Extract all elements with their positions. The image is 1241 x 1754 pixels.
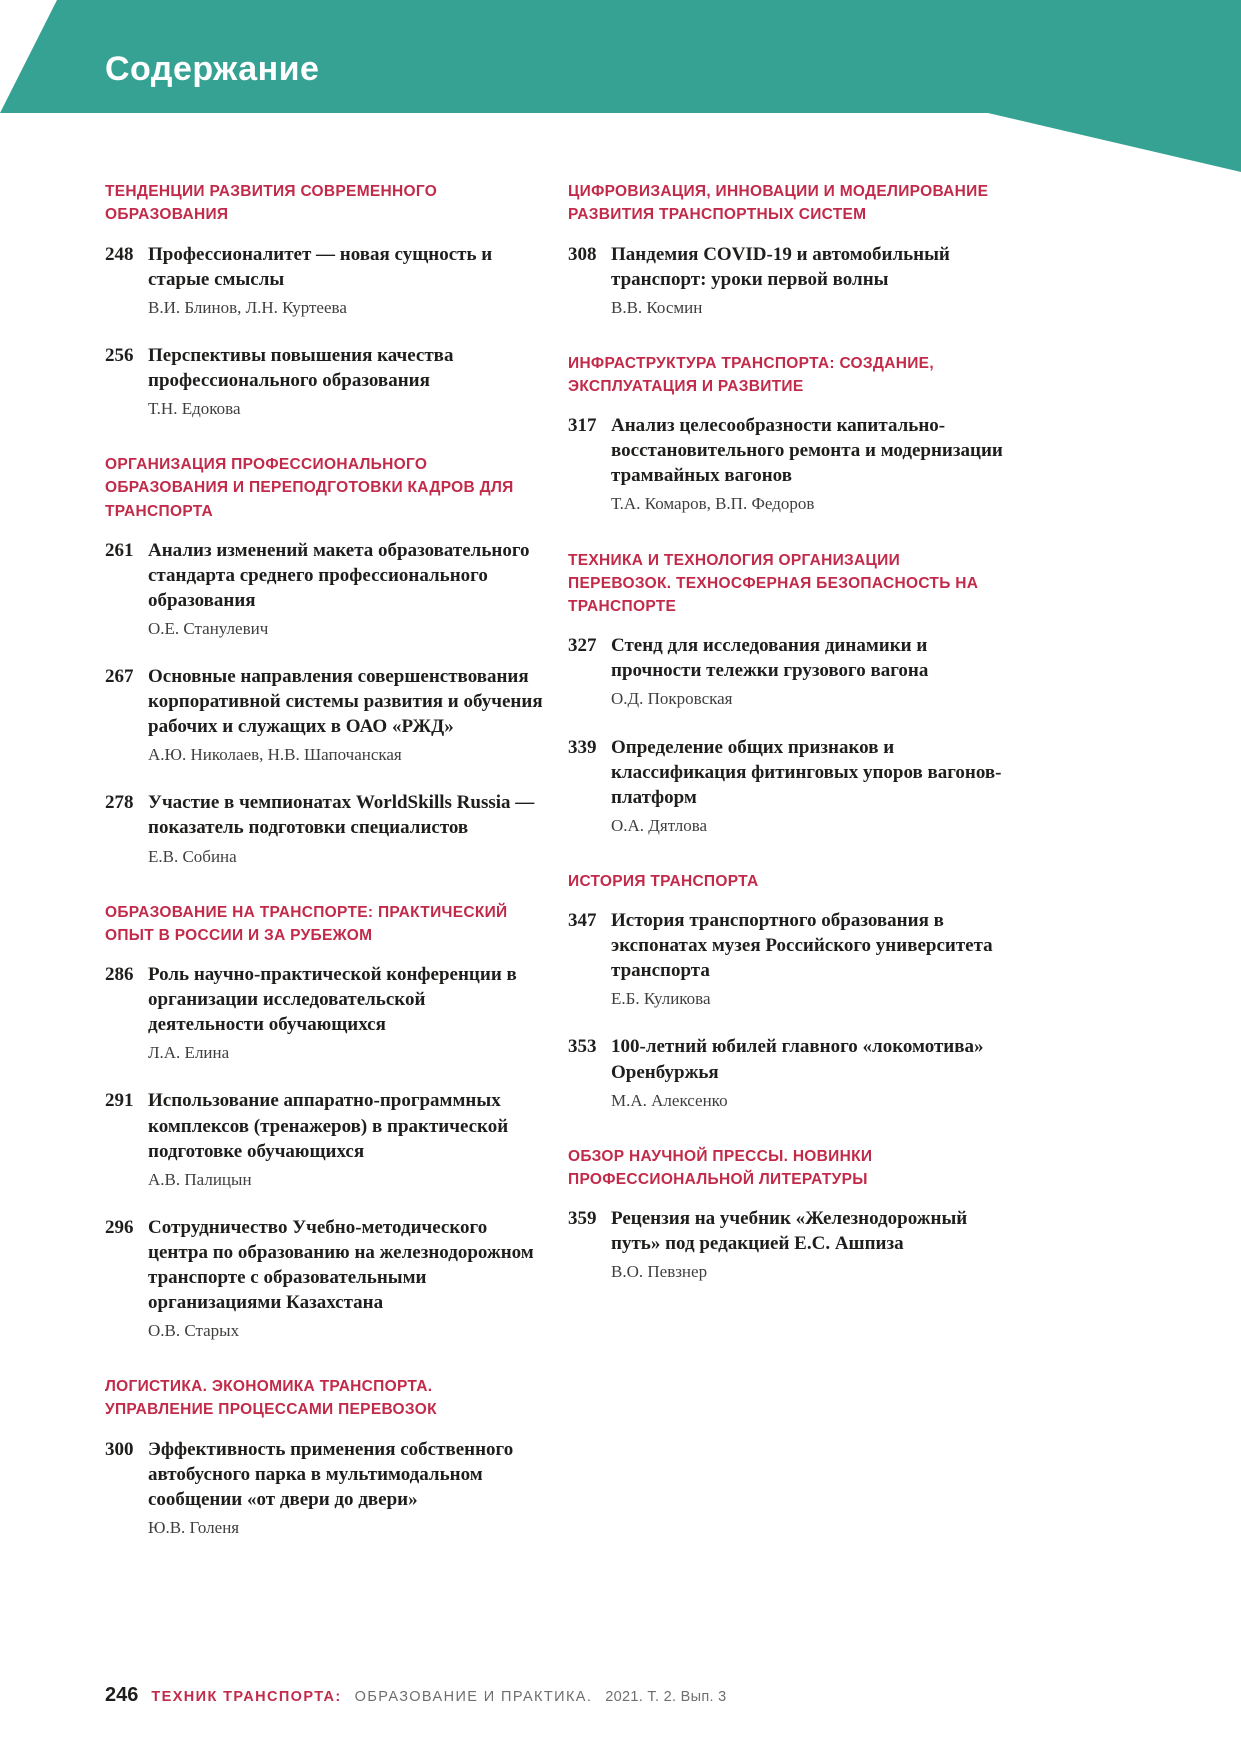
toc-section bbox=[568, 352, 1006, 516]
section-heading: ИСТОРИЯ ТРАНСПОРТА bbox=[568, 872, 759, 890]
toc-entry bbox=[105, 1437, 543, 1539]
toc-entry bbox=[105, 343, 543, 420]
toc-column-right bbox=[568, 180, 1006, 1572]
entry-body bbox=[148, 962, 543, 1064]
entry-body bbox=[148, 1215, 543, 1342]
entry-authors: В.И. Блинов, Л.Н. Куртеева bbox=[148, 297, 347, 317]
toc-section bbox=[105, 453, 543, 868]
toc-section bbox=[568, 549, 1006, 837]
toc-entry bbox=[568, 413, 1006, 515]
section-heading: ОБРАЗОВАНИЕ НА ТРАНСПОРТЕ: ПРАКТИЧЕСКИЙ ОПЫТ В РОССИИ И ЗА РУБЕЖОМ bbox=[105, 903, 508, 944]
entry-authors: О.В. Старых bbox=[148, 1321, 240, 1341]
section-heading: ОБЗОР НАУЧНОЙ ПРЕССЫ. НОВИНКИ ПРОФЕССИОНАЛЬНОЙ ЛИТЕРАТУРЫ bbox=[568, 1147, 873, 1188]
entry-authors: В.О. Певзнер bbox=[611, 1262, 708, 1282]
entry-body bbox=[148, 242, 543, 319]
toc-section bbox=[105, 180, 543, 420]
entry-body bbox=[611, 735, 1006, 837]
entry-body bbox=[611, 1206, 1006, 1283]
entry-body bbox=[148, 538, 543, 640]
entry-authors: О.А. Дятлова bbox=[611, 815, 708, 835]
entry-authors: Ю.В. Голеня bbox=[148, 1517, 240, 1537]
entry-body bbox=[611, 242, 1006, 319]
footer-issue-info: 2021. Т. 2. Вып. 3 bbox=[605, 1689, 727, 1705]
entry-body bbox=[611, 908, 1006, 1010]
toc-entry bbox=[105, 1088, 543, 1190]
toc-section bbox=[105, 901, 543, 1343]
entry-title: Основные направления совершенствования корпоративной системы развития и обучения рабочих и служащих в ОАО «РЖД» bbox=[148, 666, 543, 738]
toc-section bbox=[105, 1375, 543, 1539]
entry-page-number: 300 bbox=[105, 1438, 134, 1460]
entry-page-number: 317 bbox=[568, 415, 597, 437]
toc-entry bbox=[568, 633, 1006, 710]
section-heading: ОРГАНИЗАЦИЯ ПРОФЕССИОНАЛЬНОГО ОБРАЗОВАНИЯ И ПЕРЕПОДГОТОВКИ КАДРОВ ДЛЯ ТРАНСПОРТА bbox=[105, 456, 514, 520]
entry-authors: М.А. Алексенко bbox=[611, 1090, 728, 1110]
toc-entry bbox=[568, 1034, 1006, 1111]
entry-page-number: 286 bbox=[105, 964, 134, 986]
entry-title: Участие в чемпионатах WorldSkills Russia — показатель подготовки специалистов bbox=[148, 792, 535, 839]
entry-page-number: 261 bbox=[105, 539, 134, 561]
toc-entry bbox=[568, 1206, 1006, 1283]
entry-body bbox=[148, 343, 543, 420]
entry-title: Рецензия на учебник «Железнодорожный путь» под редакцией Е.С. Ашпиза bbox=[611, 1208, 968, 1255]
section-heading: ЛОГИСТИКА. ЭКОНОМИКА ТРАНСПОРТА. УПРАВЛЕНИЕ ПРОЦЕССАМИ ПЕРЕВОЗОК bbox=[105, 1378, 437, 1419]
entry-page-number: 267 bbox=[105, 666, 134, 688]
entry-title: Определение общих признаков и классификация фитинговых упоров вагонов-платформ bbox=[611, 736, 1002, 808]
entry-authors: Т.А. Комаров, В.П. Федоров bbox=[611, 494, 815, 514]
toc-section bbox=[568, 180, 1006, 319]
entry-body bbox=[148, 1088, 543, 1190]
entry-body bbox=[148, 1437, 543, 1539]
toc-entry bbox=[568, 735, 1006, 837]
entry-body bbox=[611, 413, 1006, 515]
entry-title: Сотрудничество Учебно-методического центра по образованию на железнодорожном транспорте с образовательными организациями Казахстана bbox=[148, 1216, 534, 1314]
entry-title: Пандемия COVID-19 и автомобильный транспорт: уроки первой волны bbox=[611, 243, 950, 290]
entry-authors: Т.Н. Едокова bbox=[148, 398, 241, 418]
section-heading: ЦИФРОВИЗАЦИЯ, ИННОВАЦИИ И МОДЕЛИРОВАНИЕ РАЗВИТИЯ ТРАНСПОРТНЫХ СИСТЕМ bbox=[568, 183, 989, 224]
entry-title: Стенд для исследования динамики и прочности тележки грузового вагона bbox=[611, 635, 929, 682]
entry-title: Профессионалитет — новая сущность и старые смыслы bbox=[148, 243, 493, 290]
entry-authors: А.В. Палицын bbox=[148, 1169, 252, 1189]
section-heading: ИНФРАСТРУКТУРА ТРАНСПОРТА: СОЗДАНИЕ, ЭКСПЛУАТАЦИЯ И РАЗВИТИЕ bbox=[568, 354, 934, 395]
entry-authors: А.Ю. Николаев, Н.В. Шапочанская bbox=[148, 745, 402, 765]
footer-journal-name: ТЕХНИК ТРАНСПОРТА: bbox=[151, 1689, 342, 1705]
entry-page-number: 327 bbox=[568, 635, 597, 657]
toc-section bbox=[568, 870, 1006, 1112]
toc-entry bbox=[105, 664, 543, 766]
toc-entry bbox=[105, 242, 543, 319]
entry-page-number: 353 bbox=[568, 1036, 597, 1058]
footer-journal-subtitle: ОБРАЗОВАНИЕ И ПРАКТИКА. bbox=[354, 1689, 593, 1705]
page-title: Содержание bbox=[105, 50, 320, 88]
section-heading: ТЕХНИКА И ТЕХНОЛОГИЯ ОРГАНИЗАЦИИ ПЕРЕВОЗОК. ТЕХНОСФЕРНАЯ БЕЗОПАСНОСТЬ НА ТРАНСПОРТЕ bbox=[568, 551, 979, 616]
entry-page-number: 291 bbox=[105, 1090, 134, 1112]
entry-title: Перспективы повышения качества профессионального образования bbox=[148, 344, 454, 391]
toc-entry bbox=[105, 1215, 543, 1342]
entry-title: Анализ изменений макета образовательного стандарта среднего профессионального образования bbox=[148, 539, 530, 611]
toc-entry bbox=[568, 908, 1006, 1010]
entry-authors: Л.А. Елина bbox=[148, 1043, 230, 1063]
entry-page-number: 248 bbox=[105, 243, 134, 265]
entry-page-number: 347 bbox=[568, 910, 597, 932]
entry-authors: О.Е. Станулевич bbox=[148, 618, 269, 638]
entry-title: Роль научно-практической конференции в организации исследовательской деятельности обучающихся bbox=[148, 964, 517, 1036]
toc-entry bbox=[105, 538, 543, 640]
entry-authors: Е.В. Собина bbox=[148, 846, 237, 866]
entry-authors: Е.Б. Куликова bbox=[611, 989, 711, 1009]
toc-column-left bbox=[105, 180, 543, 1572]
entry-body bbox=[611, 1034, 1006, 1111]
entry-page-number: 278 bbox=[105, 792, 134, 814]
entry-page-number: 296 bbox=[105, 1216, 134, 1238]
section-heading: ТЕНДЕНЦИИ РАЗВИТИЯ СОВРЕМЕННОГО ОБРАЗОВАНИЯ bbox=[105, 183, 438, 224]
entry-body bbox=[148, 664, 543, 766]
entry-body bbox=[611, 633, 1006, 710]
toc-section bbox=[568, 1145, 1006, 1284]
table-of-contents bbox=[105, 180, 1006, 1572]
entry-authors: В.В. Космин bbox=[611, 297, 703, 317]
entry-page-number: 256 bbox=[105, 344, 134, 366]
entry-body bbox=[148, 790, 543, 867]
entry-page-number: 308 bbox=[568, 243, 597, 265]
entry-title: 100-летний юбилей главного «локомотива» Оренбуржья bbox=[611, 1036, 984, 1083]
toc-entry bbox=[105, 790, 543, 867]
entry-title: Эффективность применения собственного автобусного парка в мультимодальном сообщении «от двери до двери» bbox=[148, 1438, 514, 1510]
page-footer bbox=[105, 1684, 727, 1707]
toc-entry bbox=[105, 962, 543, 1064]
entry-page-number: 339 bbox=[568, 736, 597, 758]
entry-title: Анализ целесообразности капитально-восстановительного ремонта и модернизации трамвайных вагонов bbox=[611, 415, 1003, 487]
entry-title: История транспортного образования в экспонатах музея Российского университета транспорта bbox=[611, 910, 993, 982]
entry-authors: О.Д. Покровская bbox=[611, 689, 733, 709]
footer-page-number: 246 bbox=[105, 1684, 139, 1706]
entry-page-number: 359 bbox=[568, 1208, 597, 1230]
entry-title: Использование аппаратно-программных комплексов (тренажеров) в практической подготовке обучающихся bbox=[148, 1090, 509, 1162]
toc-entry bbox=[568, 242, 1006, 319]
